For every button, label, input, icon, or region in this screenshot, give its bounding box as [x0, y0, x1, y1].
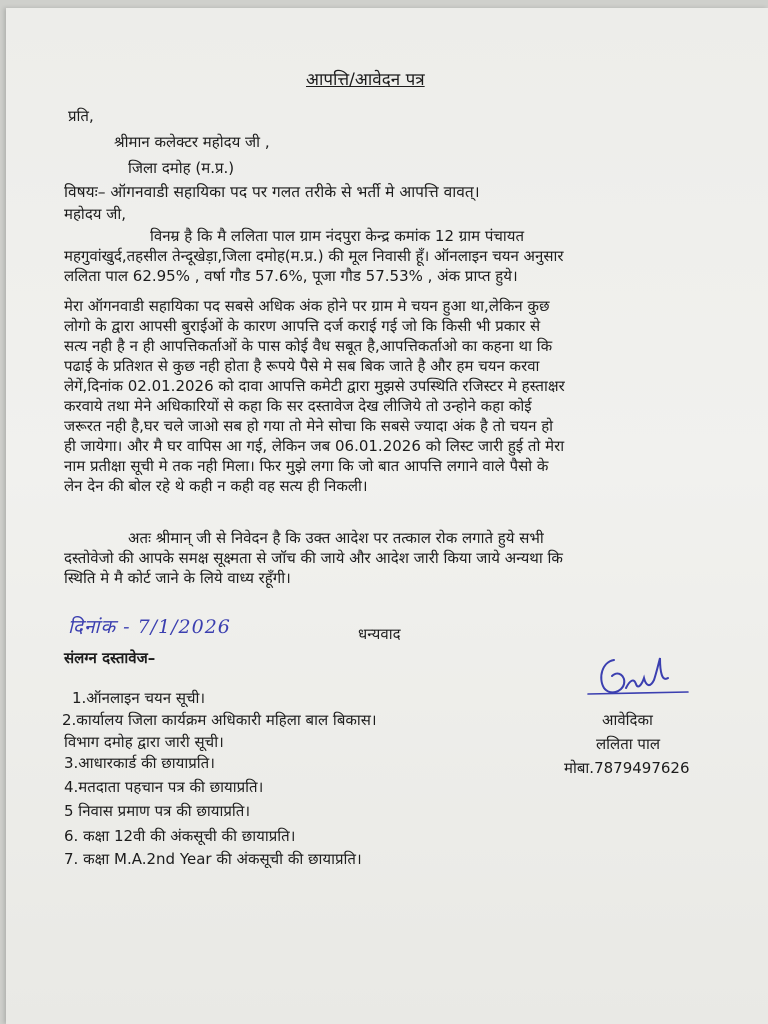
- para3-line: स्थिति मे मै कोर्ट जाने के लिये वाध्य रहूँगी।: [64, 569, 291, 587]
- annex-item: 6. कक्षा 12वी की अंकसूची की छायाप्रति।: [64, 827, 296, 845]
- paragraph-2: [64, 296, 724, 496]
- para3-line: दस्तोवेजो की आपके समक्ष सूक्ष्मता से जॉच की जाये और आदेश जारी किया जाये अन्यथा कि: [64, 549, 563, 567]
- para1-line: ललिता पाल 62.95% , वर्षा गौड 57.6%, पूजा गौड 57.53% , अंक प्राप्त हुये।: [64, 267, 518, 285]
- para2-line: सत्य नही है न ही आपत्तिकर्ताओं के पास कोई वैध सबूत है,आपत्तिकर्ताओ का कहना था कि: [64, 337, 553, 355]
- para1-line: महगुवांखुर्द,तहसील तेन्दूखेड़ा,जिला दमोह(म.प्र.) की मूल निवासी हूँ। ऑनलाइन चयन अनुसार: [64, 247, 564, 265]
- para2-line: लोगो के द्वारा आपसी बुराईओं के कारण आपत्ति दर्ज कराई गई जो कि किसी भी प्रकार से: [64, 317, 541, 335]
- para2-line: मेरा ऑगनवाडी सहायिका पद सबसे अधिक अंक होने पर ग्राम मे चयन हुआ था,लेकिन कुछ: [64, 297, 550, 315]
- para2-line: नाम प्रतीक्षा सूची मे तक नही मिला। फिर मुझे लगा कि जो बात आपत्ति लगाने वाले पैसो के: [64, 457, 549, 475]
- handwritten-date: दिनांक - 7/1/2026: [68, 616, 231, 638]
- subject-line: विषयः– ऑगनवाडी सहायिका पद पर गलत तरीके से भर्ती मे आपत्ति वावत्।: [64, 183, 480, 201]
- para2-line: जरूरत नही है,घर चले जाओ सब हो गया तो मेने सोचा कि सबसे ज्यादा अंक है तो चयन हो: [64, 417, 554, 435]
- paragraph-3: [64, 528, 724, 588]
- annex-item: 5 निवास प्रमाण पत्र की छायाप्रति।: [64, 802, 251, 820]
- addressee: श्रीमान कलेक्टर महोदय जी ,: [114, 133, 270, 151]
- para2-line: लेगें,दिनांक 02.01.2026 को दावा आपत्ति कमेटी द्वारा मुझसे उपस्थिति रजिस्टर मे हस्ताक्षर: [64, 377, 565, 395]
- applicant-label: आवेदिका: [602, 711, 653, 729]
- district: जिला दमोह (म.प्र.): [128, 159, 235, 177]
- annex-item: 1.ऑनलाइन चयन सूची।: [72, 689, 206, 707]
- para2-line: पढाई के प्रतिशत से कुछ नही होता है रूपये पैसे मे सब बिक जाते है और हम चयन करवा: [64, 357, 540, 375]
- letter-title: आपत्ति/आवेदन पत्र: [306, 70, 425, 90]
- para3-line: अतः श्रीमान् जी से निवेदन है कि उक्त आदेश पर तत्काल रोक लगाते हुये सभी: [128, 529, 544, 547]
- annex-item: 7. कक्षा M.A.2nd Year की अंकसूची की छायाप्रति।: [64, 850, 362, 868]
- para2-line: ही जायेगा। और मै घर वापिस आ गई, लेकिन जब 06.01.2026 को लिस्ट जारी हुई तो मेरा: [64, 437, 565, 455]
- applicant-mobile: मोबा.7879497626: [564, 759, 690, 777]
- para2-line: लेन देन की बोल रहे थे कही न कही वह सत्य ही निकली।: [64, 477, 368, 495]
- paragraph-1: [64, 226, 724, 286]
- thanks-text: धन्यवाद: [358, 625, 401, 643]
- annex-item: 3.आधारकार्ड की छायाप्रति।: [64, 754, 215, 772]
- letter-sheet: [6, 8, 768, 1024]
- to-line: प्रति,: [68, 107, 94, 125]
- applicant-name: ललिता पाल: [596, 735, 661, 753]
- applicant-signature: [584, 648, 694, 708]
- salutation: महोदय जी,: [64, 205, 127, 223]
- annex-title: संलग्न दस्तावेज–: [64, 649, 156, 667]
- para2-line: करवाये तथा मेने अधिकारियों से कहा कि सर दस्तावेज देख लीजिये तो उन्होने कहा कोई: [64, 397, 532, 415]
- annex-item: विभाग दमोह द्वारा जारी सूची।: [64, 733, 224, 751]
- annex-item: 2.कार्यालय जिला कार्यक्रम अधिकारी महिला बाल बिकास।: [62, 711, 377, 729]
- annex-item: 4.मतदाता पहचान पत्र की छायाप्रति।: [64, 778, 264, 796]
- para1-line: विनम्र है कि मै ललिता पाल ग्राम नंदपुरा केन्द्र कमांक 12 ग्राम पंचायत: [150, 227, 525, 245]
